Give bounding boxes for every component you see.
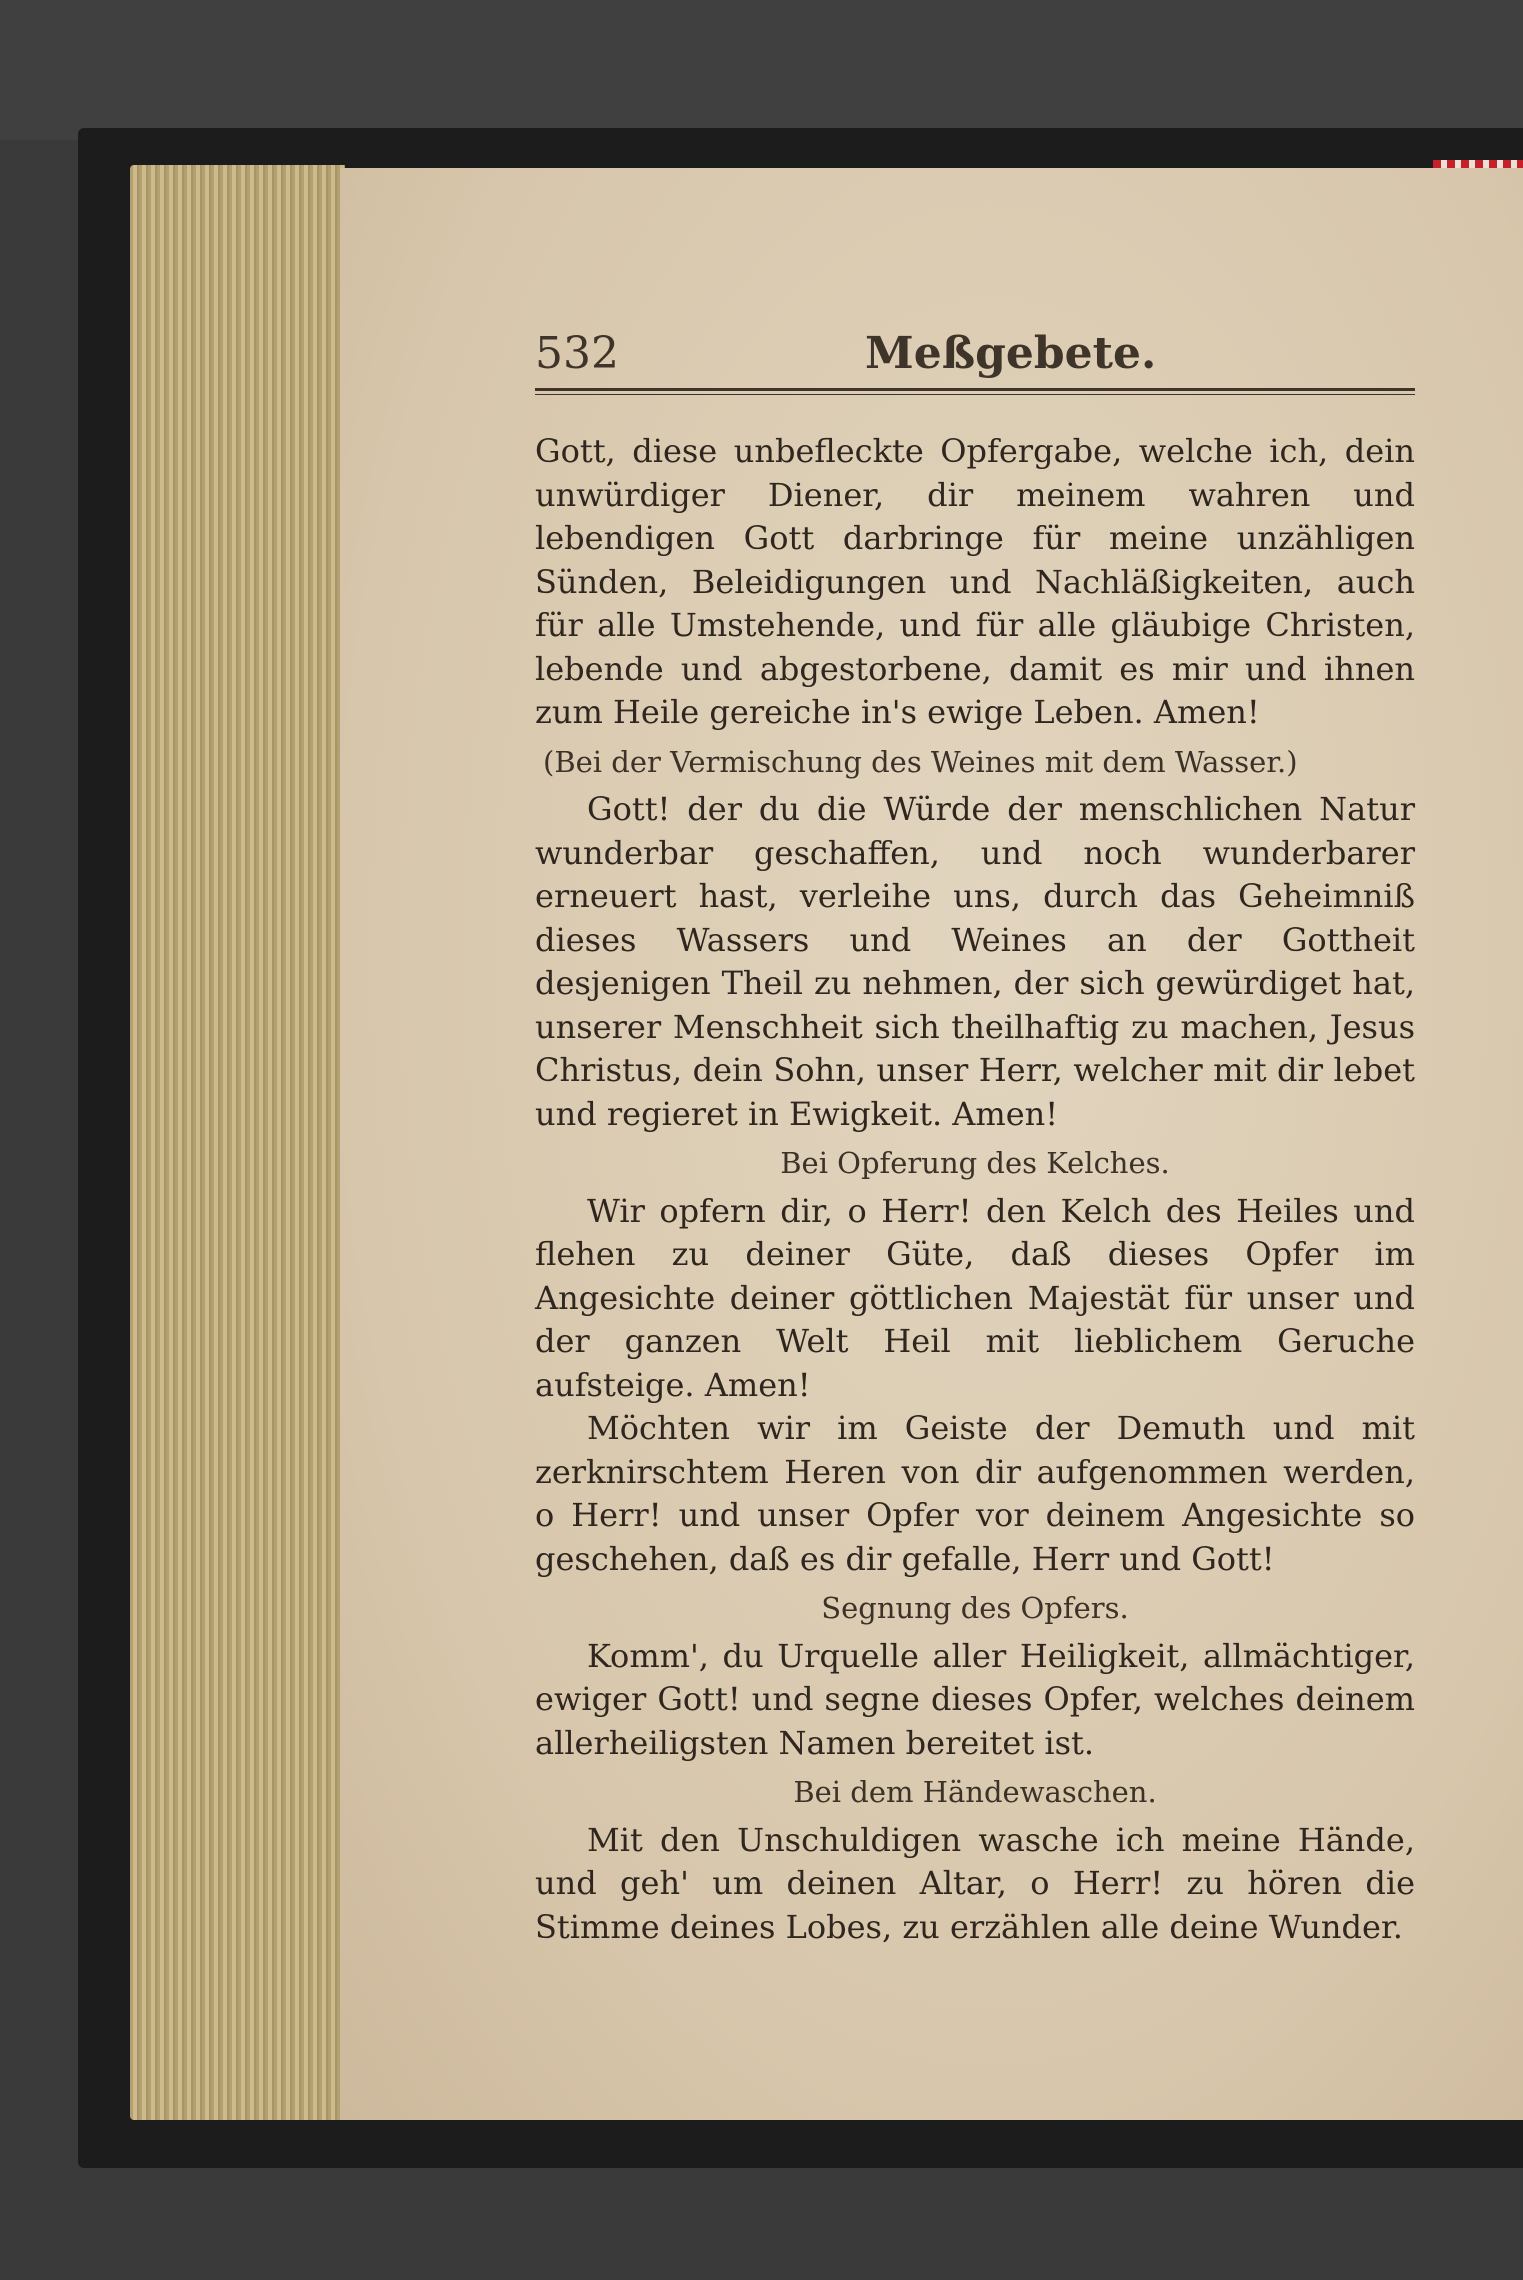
page-edges [130,165,345,2120]
paragraph-hand-washing-prayer: Mit den Unschuldigen wasche ich meine Hände, und geh' um deinen Altar, o Herr! zu hören die Stimme deines Lobes, zu erzählen alle deine Wunder. [535,1820,1415,1946]
book-page [340,168,1523,2120]
header-rule [535,388,1415,395]
running-title: Meßgebete. [865,328,1157,379]
page-number: 532 [535,328,619,379]
page-body [535,430,1415,1949]
rubric-blessing-offering: Segnung des Opfers. [821,1591,1129,1625]
page-header [535,328,1405,388]
background [0,0,1523,140]
rubric-offering-chalice: Bei Opferung des Kelches. [780,1146,1170,1180]
paragraph-chalice-prayer: Wir opfern dir, o Herr! den Kelch des Heiles und flehen zu deiner Güte, daß dieses Opfer im Angesichte deiner göttlichen Majestät für unser und der ganzen Welt Heil mit lieblichem Geruche aufsteige. Amen! [535,1191,1415,1404]
rubric-hand-washing: Bei dem Händewaschen. [793,1775,1157,1809]
paragraph-mixing-prayer: Gott! der du die Würde der menschlichen Natur wunderbar geschaffen, und noch wunderbarer erneuert hast, verleihe uns, durch das Geheimniß dieses Wassers und Weines an der Gottheit desjenigen Theil zu nehmen, der sich gewürdiget hat, unserer Menschheit sich theilhaftig zu machen, Jesus Christus, dein Sohn, unser Herr, welcher mit dir lebet und regieret in Ewigkeit. Amen! [535,790,1415,1133]
paragraph-blessing-prayer: Komm', du Urquelle aller Heiligkeit, allmächtiger, ewiger Gott! und segne dieses Opfer, welches deinem allerheiligsten Namen bereitet ist. [535,1636,1415,1762]
paragraph-humility-prayer: Möchten wir im Geiste der Demuth und mit zerknirschtem Heren von dir aufgenommen werden, o Herr! und unser Opfer vor deinem Angesichte so geschehen, daß es dir gefalle, Herr und Gott! [535,1409,1415,1578]
paragraph-offering-prayer: Gott, diese unbefleckte Opfergabe, welche ich, dein unwürdiger Diener, dir meinem wahren und lebendigen Gott darbringe für meine unzähligen Sünden, Beleidigungen und Nachläßigkeiten, auch für alle Umstehende, und für alle gläubige Christen, lebende und abgestorbene, damit es mir und ihnen zum Heile gereiche in's ewige Leben. Amen! [535,432,1415,731]
rubric-mixing-wine-water: (Bei der Vermischung des Weines mit dem Wasser.) [543,744,1298,779]
